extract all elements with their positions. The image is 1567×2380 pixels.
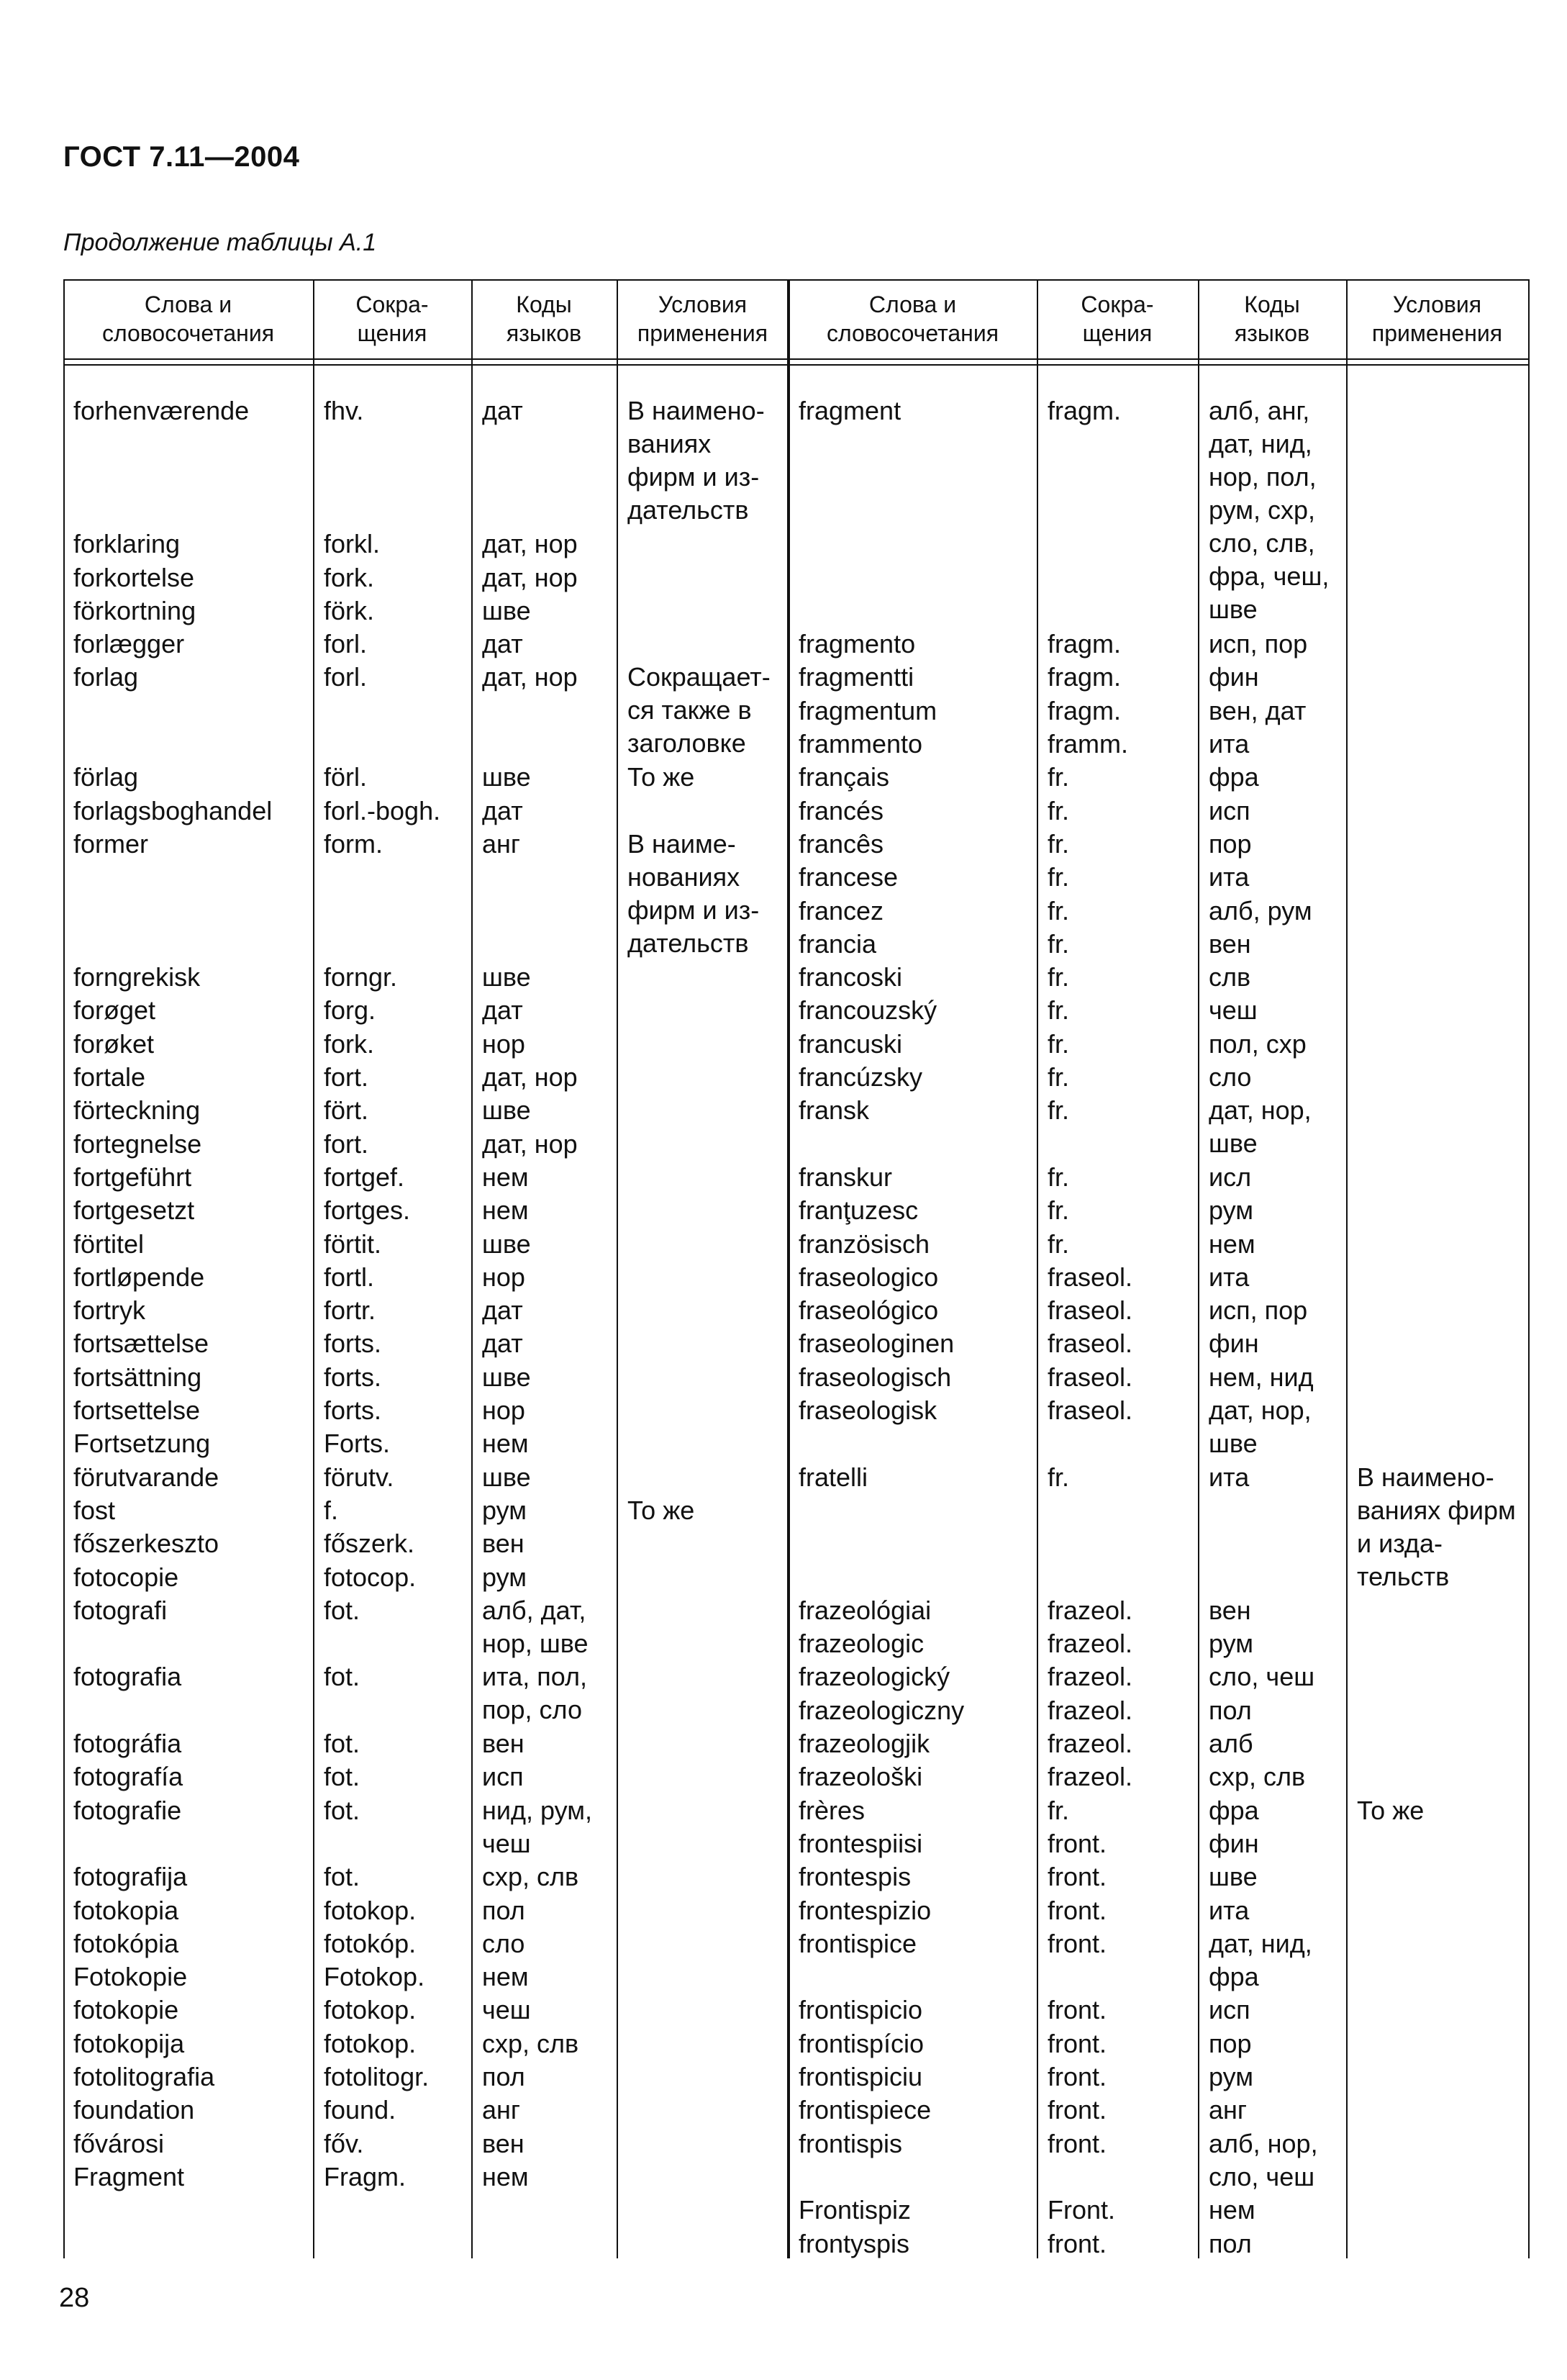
language-codes-cell: шве xyxy=(482,762,531,792)
abbreviation-cell: fr. xyxy=(1048,1095,1070,1126)
language-codes-cell: нор xyxy=(482,1395,525,1425)
language-codes-cell: дат, нор xyxy=(482,529,578,559)
word-cell: frazeológiai xyxy=(799,1595,932,1625)
language-codes-cell: пол xyxy=(482,2062,525,2091)
word-cell: fotocopie xyxy=(73,1562,179,1592)
language-codes-cell: шве xyxy=(482,1229,531,1259)
language-codes-cell: нем xyxy=(482,2161,529,2191)
abbreviation-cell: forl. xyxy=(324,662,368,692)
abbreviation-cell: fr. xyxy=(1048,862,1070,892)
abbreviation-cell: fotokóp. xyxy=(324,1928,417,1958)
language-codes-cell: шве xyxy=(482,595,531,625)
language-codes-cell: сло, чеш xyxy=(1209,1662,1315,1692)
abbreviation-cell: Front. xyxy=(1048,2195,1116,2225)
language-codes-cell: шве xyxy=(482,1462,531,1492)
abbreviation-cell: framm. xyxy=(1048,729,1128,759)
word-cell: francese xyxy=(799,862,899,892)
language-codes-cell: схр, слв xyxy=(482,1862,579,1892)
word-cell: fraseologisk xyxy=(799,1395,937,1425)
language-codes-cell: фра xyxy=(1209,762,1259,792)
word-cell: franskur xyxy=(799,1162,893,1192)
word-cell: fragmentti xyxy=(799,662,914,692)
abbreviation-cell: fr. xyxy=(1048,762,1070,792)
abbreviation-cell: fr. xyxy=(1048,962,1070,992)
language-codes-cell: дат xyxy=(482,396,523,425)
word-cell: fraseológico xyxy=(799,1295,939,1326)
word-cell: forlagsboghandel xyxy=(73,795,273,825)
word-cell: frontespizio xyxy=(799,1895,932,1925)
language-codes-cell: пол xyxy=(1209,1695,1252,1725)
language-codes-cell: ита xyxy=(1209,1462,1250,1492)
abbreviation-cell: főszerk. xyxy=(324,1529,415,1559)
word-cell: Fortsetzung xyxy=(73,1429,211,1459)
word-cell: fraseologico xyxy=(799,1262,939,1292)
abbreviation-cell: front. xyxy=(1048,2028,1107,2058)
word-cell: fotokopia xyxy=(73,1895,179,1925)
abbreviation-cell: fraseol. xyxy=(1048,1295,1133,1326)
abbreviation-cell: forl. xyxy=(324,629,368,659)
word-cell: französisch xyxy=(799,1229,930,1259)
abbreviation-cell: frazeol. xyxy=(1048,1629,1133,1659)
language-codes-cell: слв xyxy=(1209,962,1251,992)
language-codes-cell: ита, пол, пор, сло xyxy=(482,1662,587,1725)
language-codes-cell: нем xyxy=(482,1429,529,1459)
column-rule xyxy=(63,279,65,2258)
word-cell: fortale xyxy=(73,1062,146,1092)
language-codes-cell: пор xyxy=(1209,828,1252,859)
abbreviation-cell: förtit. xyxy=(324,1229,382,1259)
abbreviation-cell: forg. xyxy=(324,995,376,1026)
language-codes-cell: алб, анг, дат, нид, нор, пол, рум, схр, сло, слв, фра, чеш, шве xyxy=(1209,396,1330,624)
word-cell: forøget xyxy=(73,995,156,1026)
abbreviation-cell: front. xyxy=(1048,2062,1107,2091)
abbreviation-cell: forkl. xyxy=(324,529,381,559)
word-cell: förkortning xyxy=(73,595,196,625)
column-rule xyxy=(1528,279,1530,2258)
language-codes-cell: дат xyxy=(482,995,523,1026)
word-cell: forlag xyxy=(73,662,139,692)
usage-cell: В наимено- ваниях фирм и из- дательств xyxy=(627,396,765,525)
abbreviation-cell: forts. xyxy=(324,1395,382,1425)
abbreviation-cell: front. xyxy=(1048,2228,1107,2258)
word-cell: fraseologisch xyxy=(799,1362,952,1392)
abbreviation-cell: fotocop. xyxy=(324,1562,417,1592)
abbreviation-cell: fot. xyxy=(324,1595,360,1625)
table-caption: Продолжение таблицы А.1 xyxy=(63,229,377,256)
language-codes-cell: исп, пор xyxy=(1209,1295,1308,1326)
language-codes-cell: нор xyxy=(482,1262,525,1292)
abbreviation-cell: fortl. xyxy=(324,1262,375,1292)
abbreviation-cell: front. xyxy=(1048,2095,1107,2125)
language-codes-cell: дат, нор xyxy=(482,562,578,592)
language-codes-cell: сло xyxy=(482,1928,525,1958)
column-header: Коды языков xyxy=(1234,291,1310,346)
word-cell: fotográfia xyxy=(73,1729,182,1758)
language-codes-cell: анг xyxy=(482,828,521,859)
language-codes-cell: пор xyxy=(1209,2028,1252,2058)
usage-cell: То же xyxy=(627,1495,695,1525)
abbreviation-cell: fotokop. xyxy=(324,1995,417,2025)
abbreviation-cell: front. xyxy=(1048,1828,1107,1858)
word-cell: fraseologinen xyxy=(799,1329,955,1359)
word-cell: förutvarande xyxy=(73,1462,219,1492)
column-rule xyxy=(617,279,618,2258)
language-codes-cell: исп xyxy=(1209,795,1250,825)
language-codes-cell: алб, рум xyxy=(1209,895,1312,926)
language-codes-cell: пол, схр xyxy=(1209,1028,1307,1059)
word-cell: frazeologjik xyxy=(799,1729,930,1758)
language-codes-cell: ита xyxy=(1209,1895,1250,1925)
usage-cell: В наиме- нованиях фирм и из- дательств xyxy=(627,828,760,958)
word-cell: förlag xyxy=(73,762,139,792)
language-codes-cell: пол xyxy=(1209,2228,1252,2258)
usage-cell: То же xyxy=(627,762,695,792)
abbreviation-cell: fört. xyxy=(324,1095,369,1126)
word-cell: fortgeführt xyxy=(73,1162,192,1192)
abbreviation-cell: fr. xyxy=(1048,995,1070,1026)
document-title: ГОСТ 7.11—2004 xyxy=(63,141,300,173)
abbreviation-cell: fortges. xyxy=(324,1195,411,1226)
word-cell: francés xyxy=(799,795,884,825)
word-cell: fotokópia xyxy=(73,1928,179,1958)
page-number: 28 xyxy=(59,2283,90,2313)
language-codes-cell: ита xyxy=(1209,862,1250,892)
usage-cell: Сокращает- ся также в заголовке xyxy=(627,662,771,759)
abbreviation-cell: forl.-bogh. xyxy=(324,795,441,825)
language-codes-cell: фин xyxy=(1209,662,1259,692)
language-codes-cell: схр, слв xyxy=(482,2028,579,2058)
word-cell: fratelli xyxy=(799,1462,868,1492)
column-rule xyxy=(1346,279,1348,2258)
abbreviation-cell: fragm. xyxy=(1048,662,1122,692)
language-codes-cell: пол xyxy=(482,1895,525,1925)
language-codes-cell: исп, пор xyxy=(1209,629,1308,659)
language-codes-cell: нем xyxy=(482,1162,529,1192)
word-cell: Frontispiz xyxy=(799,2195,912,2225)
column-rule xyxy=(789,279,790,2258)
language-codes-cell: шве xyxy=(1209,1862,1258,1892)
word-cell: frontespis xyxy=(799,1862,912,1892)
language-codes-cell: чеш xyxy=(482,1995,531,2025)
abbreviation-cell: fr. xyxy=(1048,795,1070,825)
abbreviation-cell: frazeol. xyxy=(1048,1595,1133,1625)
language-codes-cell: нор xyxy=(482,1028,525,1059)
word-cell: forkortelse xyxy=(73,562,195,592)
word-cell: fortegnelse xyxy=(73,1128,202,1159)
language-codes-cell: вен xyxy=(482,1529,524,1559)
word-cell: fortryk xyxy=(73,1295,146,1326)
language-codes-cell: исп xyxy=(1209,1995,1250,2025)
abbreviation-cell: forngr. xyxy=(324,962,398,992)
language-codes-cell: дат, нор, шве xyxy=(1209,1395,1312,1458)
abbreviation-cell: front. xyxy=(1048,1995,1107,2025)
word-cell: frazeologický xyxy=(799,1662,950,1692)
word-cell: foundation xyxy=(73,2095,195,2125)
abbreviation-cell: fr. xyxy=(1048,828,1070,859)
word-cell: francouzský xyxy=(799,995,937,1026)
language-codes-cell: рум xyxy=(482,1562,527,1592)
abbreviation-cell: fot. xyxy=(324,1795,360,1825)
column-header: Сокра- щения xyxy=(1081,291,1154,346)
language-codes-cell: нем, нид xyxy=(1209,1362,1314,1392)
language-codes-cell: дат xyxy=(482,1295,523,1326)
abbreviation-cell: found. xyxy=(324,2095,396,2125)
abbreviation-cell: fr. xyxy=(1048,1462,1070,1492)
abbreviation-cell: fraseol. xyxy=(1048,1395,1133,1425)
column-rule xyxy=(1198,279,1199,2258)
abbreviation-cell: form. xyxy=(324,828,383,859)
word-cell: fragment xyxy=(799,396,901,425)
language-codes-cell: нем xyxy=(1209,1229,1255,1259)
word-cell: frazeologiczny xyxy=(799,1695,965,1725)
word-cell: fragmentum xyxy=(799,695,937,725)
abbreviation-cell: förl. xyxy=(324,762,368,792)
language-codes-cell: дат, нид, фра xyxy=(1209,1928,1312,1991)
column-header: Слова и словосочетания xyxy=(826,291,999,346)
word-cell: főszerkeszto xyxy=(73,1529,219,1559)
language-codes-cell: рум xyxy=(482,1495,527,1525)
language-codes-cell: дат, нор xyxy=(482,1128,578,1159)
abbreviation-cell: frazeol. xyxy=(1048,1762,1133,1792)
word-cell: fotografía xyxy=(73,1762,183,1792)
abbreviation-cell: fragm. xyxy=(1048,695,1122,725)
word-cell: francia xyxy=(799,928,877,959)
word-cell: français xyxy=(799,762,890,792)
language-codes-cell: нем xyxy=(482,1195,529,1226)
language-codes-cell: вен xyxy=(1209,928,1251,959)
abbreviation-cell: fragm. xyxy=(1048,396,1122,425)
language-codes-cell: рум xyxy=(1209,1195,1253,1226)
word-cell: forlægger xyxy=(73,629,185,659)
column-rule xyxy=(313,279,314,2258)
abbreviation-cell: f. xyxy=(324,1495,339,1525)
language-codes-cell: шве xyxy=(482,962,531,992)
abbreviation-cell: fortr. xyxy=(324,1295,376,1326)
language-codes-cell: алб, нор, сло, чеш xyxy=(1209,2128,1318,2191)
abbreviation-cell: Forts. xyxy=(324,1429,391,1459)
abbreviation-cell: fr. xyxy=(1048,895,1070,926)
abbreviation-cell: forts. xyxy=(324,1329,382,1359)
abbreviation-cell: fot. xyxy=(324,1762,360,1792)
column-rule xyxy=(471,279,473,2258)
abbreviation-cell: fork. xyxy=(324,1028,375,1059)
language-codes-cell: вен xyxy=(1209,1595,1251,1625)
language-codes-cell: алб, дат, нор, шве xyxy=(482,1595,589,1658)
language-codes-cell: рум xyxy=(1209,1629,1253,1659)
abbreviation-cell: fraseol. xyxy=(1048,1362,1133,1392)
abbreviation-cell: front. xyxy=(1048,1928,1107,1958)
word-cell: fortsettelse xyxy=(73,1395,201,1425)
word-cell: fragmento xyxy=(799,629,916,659)
abbreviation-cell: frazeol. xyxy=(1048,1695,1133,1725)
abbreviation-cell: fotokop. xyxy=(324,1895,417,1925)
word-cell: frontispício xyxy=(799,2028,925,2058)
word-cell: Fragment xyxy=(73,2161,185,2191)
abbreviation-cell: forts. xyxy=(324,1362,382,1392)
abbreviation-cell: frazeol. xyxy=(1048,1729,1133,1758)
abbreviation-cell: fr. xyxy=(1048,1162,1070,1192)
word-cell: francez xyxy=(799,895,884,926)
language-codes-cell: дат, нор, шве xyxy=(1209,1095,1312,1159)
word-cell: frontispiece xyxy=(799,2095,932,2125)
column-header: Коды языков xyxy=(506,291,582,346)
language-codes-cell: дат, нор xyxy=(482,1062,578,1092)
language-codes-cell: нид, рум, чеш xyxy=(482,1795,592,1858)
word-cell: fotokopie xyxy=(73,1995,179,2025)
column-header: Условия применения xyxy=(1371,291,1503,346)
abbreviation-cell: Fragm. xyxy=(324,2161,406,2191)
word-cell: frontyspis xyxy=(799,2228,910,2258)
abbreviations-table xyxy=(63,279,1530,2258)
language-codes-cell: исл xyxy=(1209,1162,1252,1192)
abbreviation-cell: fotolitogr. xyxy=(324,2062,430,2091)
word-cell: forklaring xyxy=(73,529,181,559)
language-codes-cell: рум xyxy=(1209,2062,1253,2091)
column-header: Условия применения xyxy=(637,291,768,346)
word-cell: fotografija xyxy=(73,1862,188,1892)
language-codes-cell: дат xyxy=(482,1329,523,1359)
language-codes-cell: схр, слв xyxy=(1209,1762,1306,1792)
column-header: Слова и словосочетания xyxy=(101,291,275,346)
language-codes-cell: сло xyxy=(1209,1062,1252,1092)
language-codes-cell: вен xyxy=(482,2128,524,2158)
word-cell: frazeologic xyxy=(799,1629,925,1659)
abbreviation-cell: förutv. xyxy=(324,1462,394,1492)
abbreviation-cell: fragm. xyxy=(1048,629,1122,659)
header-rule xyxy=(63,364,1530,366)
word-cell: fortsættelse xyxy=(73,1329,209,1359)
word-cell: Fotokopie xyxy=(73,1962,188,1992)
word-cell: förteckning xyxy=(73,1095,201,1126)
language-codes-cell: дат xyxy=(482,795,523,825)
column-header: Сокра- щения xyxy=(355,291,429,346)
language-codes-cell: фин xyxy=(1209,1329,1259,1359)
word-cell: frontispis xyxy=(799,2128,903,2158)
word-cell: fortsättning xyxy=(73,1362,202,1392)
word-cell: francoski xyxy=(799,962,903,992)
abbreviation-cell: fot. xyxy=(324,1862,360,1892)
language-codes-cell: нем xyxy=(1209,2195,1255,2225)
language-codes-cell: анг xyxy=(482,2095,521,2125)
abbreviation-cell: fr. xyxy=(1048,1062,1070,1092)
abbreviation-cell: fr. xyxy=(1048,928,1070,959)
abbreviation-cell: Fotokop. xyxy=(324,1962,425,1992)
word-cell: fransk xyxy=(799,1095,870,1126)
abbreviation-cell: fraseol. xyxy=(1048,1262,1133,1292)
language-codes-cell: анг xyxy=(1209,2095,1248,2125)
abbreviation-cell: fr. xyxy=(1048,1795,1070,1825)
abbreviation-cell: fork. xyxy=(324,562,375,592)
language-codes-cell: нем xyxy=(482,1962,529,1992)
abbreviation-cell: front. xyxy=(1048,1895,1107,1925)
abbreviation-cell: fot. xyxy=(324,1729,360,1758)
word-cell: fotolitografia xyxy=(73,2062,215,2091)
word-cell: forngrekisk xyxy=(73,962,201,992)
language-codes-cell: чеш xyxy=(1209,995,1258,1026)
abbreviation-cell: főv. xyxy=(324,2128,364,2158)
abbreviation-cell: front. xyxy=(1048,1862,1107,1892)
word-cell: francúzsky xyxy=(799,1062,923,1092)
language-codes-cell: дат, нор xyxy=(482,662,578,692)
abbreviation-cell: front. xyxy=(1048,2128,1107,2158)
abbreviation-cell: fhv. xyxy=(324,396,364,425)
word-cell: fotografie xyxy=(73,1795,182,1825)
word-cell: fost xyxy=(73,1495,116,1525)
abbreviation-cell: fort. xyxy=(324,1062,369,1092)
word-cell: fortløpende xyxy=(73,1262,205,1292)
word-cell: frammento xyxy=(799,729,923,759)
word-cell: francês xyxy=(799,828,884,859)
language-codes-cell: ита xyxy=(1209,729,1250,759)
abbreviation-cell: fr. xyxy=(1048,1028,1070,1059)
word-cell: frontespiisi xyxy=(799,1828,923,1858)
usage-cell: В наимено- ваниях фирм и изда- тельств xyxy=(1357,1462,1516,1591)
word-cell: frères xyxy=(799,1795,866,1825)
abbreviation-cell: förk. xyxy=(324,595,375,625)
abbreviation-cell: frazeol. xyxy=(1048,1662,1133,1692)
language-codes-cell: фин xyxy=(1209,1828,1259,1858)
word-cell: frontispicio xyxy=(799,1995,923,2025)
abbreviation-cell: fort. xyxy=(324,1128,369,1159)
header-rule xyxy=(63,358,1530,360)
word-cell: forhenværende xyxy=(73,396,250,425)
language-codes-cell: ита xyxy=(1209,1262,1250,1292)
word-cell: fotografi xyxy=(73,1595,168,1625)
language-codes-cell: фра xyxy=(1209,1795,1259,1825)
word-cell: fortgesetzt xyxy=(73,1195,195,1226)
abbreviation-cell: fr. xyxy=(1048,1229,1070,1259)
language-codes-cell: шве xyxy=(482,1362,531,1392)
word-cell: francuski xyxy=(799,1028,903,1059)
abbreviation-cell: fotokop. xyxy=(324,2028,417,2058)
word-cell: fővárosi xyxy=(73,2128,165,2158)
word-cell: fotokopija xyxy=(73,2028,185,2058)
abbreviation-cell: fortgef. xyxy=(324,1162,405,1192)
abbreviation-cell: fr. xyxy=(1048,1195,1070,1226)
word-cell: förtitel xyxy=(73,1229,145,1259)
language-codes-cell: дат xyxy=(482,629,523,659)
word-cell: forøket xyxy=(73,1028,155,1059)
language-codes-cell: алб xyxy=(1209,1729,1253,1758)
word-cell: fotografia xyxy=(73,1662,182,1692)
word-cell: frontispice xyxy=(799,1928,917,1958)
word-cell: frontispiciu xyxy=(799,2062,923,2091)
language-codes-cell: вен, дат xyxy=(1209,695,1307,725)
abbreviation-cell: fot. xyxy=(324,1662,360,1692)
word-cell: former xyxy=(73,828,149,859)
language-codes-cell: исп xyxy=(482,1762,524,1792)
column-rule xyxy=(1037,279,1038,2258)
usage-cell: То же xyxy=(1357,1795,1425,1825)
language-codes-cell: вен xyxy=(482,1729,524,1758)
word-cell: franţuzesc xyxy=(799,1195,919,1226)
abbreviation-cell: fraseol. xyxy=(1048,1329,1133,1359)
language-codes-cell: шве xyxy=(482,1095,531,1126)
word-cell: frazeološki xyxy=(799,1762,923,1792)
